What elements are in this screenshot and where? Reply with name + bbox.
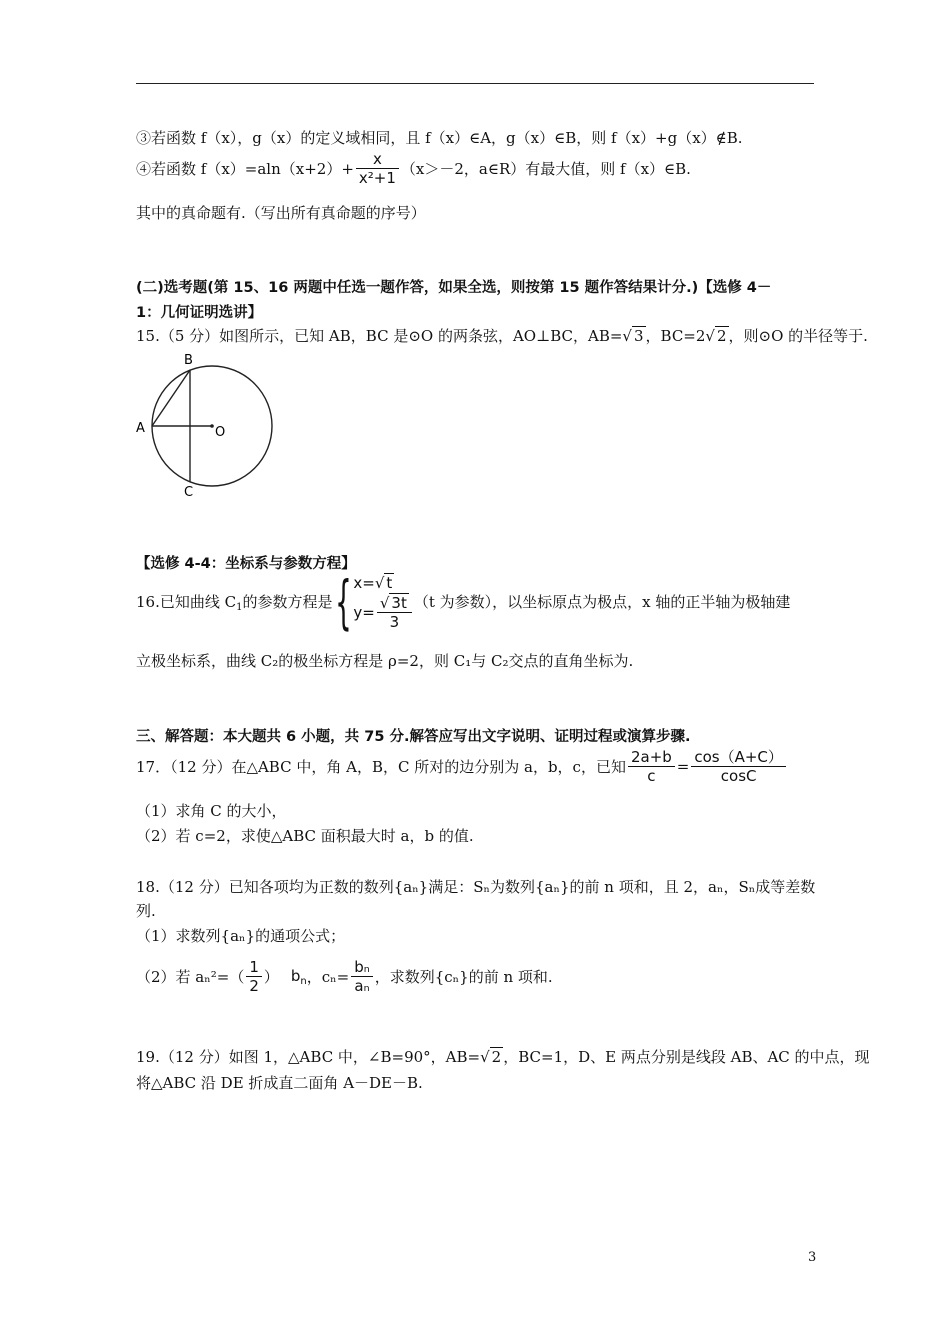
q18-part2-prefix: （2）若 aₙ²=（ xyxy=(136,968,245,986)
q16-system xyxy=(353,572,413,631)
q18-half-frac xyxy=(246,958,262,995)
center-point xyxy=(210,424,214,428)
circle-figure xyxy=(130,346,280,500)
q18-half-den: 2 xyxy=(249,977,259,995)
q17-f2-den: cosC xyxy=(720,767,757,785)
q18-half-num: 1 xyxy=(246,958,262,977)
item-4-suffix: （x＞－2，a∈R）有最大值，则 f（x）∈B. xyxy=(400,160,691,178)
q17-f2-num: cos（A+C） xyxy=(691,748,786,767)
q16-y-radicand: 3t xyxy=(391,594,407,612)
q19-prefix: 19.（12 分）如图 1，△ABC 中，∠B=90°，AB= xyxy=(136,1048,481,1066)
header-rule xyxy=(136,83,814,84)
q17-f1-den: c xyxy=(647,767,656,785)
item-4-frac-den: x²+1 xyxy=(358,169,396,187)
q16-intro xyxy=(136,593,333,611)
q16-after: 的参数方程是 xyxy=(242,592,333,611)
section-2-heading-line1: (二)选考题(第 15、16 两题中任选一题作答，如果全选，则按第 15 题作答结果计分.)【选修 4－ xyxy=(136,280,772,296)
question-tail: 其中的真命题有.（写出所有真命题的序号） xyxy=(136,204,426,222)
q15-sqrt-bc: √ 2 xyxy=(705,327,727,345)
q16-brace: { xyxy=(334,567,352,636)
q17-line1: 17．（12 分）在△ABC 中，角 A，B，C 所对的边分别为 a，b，c，已知 xyxy=(136,758,626,776)
label-b: B xyxy=(184,353,193,368)
question-15 xyxy=(136,325,868,346)
q17-part1: （1）求角 C 的大小， xyxy=(136,802,287,820)
section-2-heading-line2: 1：几何证明选讲】 xyxy=(136,305,263,321)
q15-suffix: ，则⊙O 的半径等于. xyxy=(728,327,868,345)
q16-y-frac: $\frac{√ 3t}{3}$ xyxy=(377,594,412,631)
question-16 xyxy=(136,567,791,636)
q18-part2-suffix: ，求数列{cₙ}的前 n 项和. xyxy=(374,968,553,986)
item-3: ③若函数 f（x），g（x）的定义域相同，且 f（x）∈A，g（x）∈B，则 f（x）+g（x）∉B. xyxy=(136,129,743,147)
q16-y-eq xyxy=(353,594,413,631)
q15-ab-radicand: 3 xyxy=(633,327,644,345)
q16-y-label: y= xyxy=(353,603,375,622)
label-a: A xyxy=(136,421,145,436)
q16-y-den: 3 xyxy=(389,613,400,631)
q16-c1-sub: 1 xyxy=(236,601,243,613)
q18-cn-num: bₙ xyxy=(351,958,373,977)
q18-cn-den: aₙ xyxy=(354,977,370,995)
question-17 xyxy=(136,748,788,785)
label-o: O xyxy=(215,425,226,440)
q18-part1: （1）求数列{aₙ}的通项公式； xyxy=(136,927,346,945)
q18-part2 xyxy=(136,958,553,995)
q17-f1-num: 2a+b xyxy=(628,748,675,767)
q16-prefix: 16.已知曲线 C xyxy=(136,592,237,611)
item-4-fraction xyxy=(356,150,399,187)
q19-line1 xyxy=(136,1046,870,1067)
q15-bc-radicand: 2 xyxy=(716,327,727,345)
page-number: 3 xyxy=(808,1250,817,1265)
q16-x-label: x= xyxy=(353,574,375,592)
q18-line1: 18.（12 分）已知各项均为正数的数列{aₙ}满足：Sₙ为数列{aₙ}的前 n 项和，且 2，aₙ，Sₙ成等差数 xyxy=(136,878,816,896)
q15-sqrt-ab: √ 3 xyxy=(622,327,644,345)
q16-x-radicand: t xyxy=(386,574,393,592)
label-c: C xyxy=(184,485,194,500)
q17-frac-left xyxy=(628,748,675,785)
q15-prefix: 15.（5 分）如图所示，已知 AB，BC 是⊙O 的两条弦，AO⊥BC，AB= xyxy=(136,327,623,345)
q16-suffix: （t 为参数），以坐标原点为极点，x 轴的正半轴为极轴建 xyxy=(413,593,791,611)
q19-line2: 将△ABC 沿 DE 折成直二面角 A－DE－B. xyxy=(136,1074,423,1092)
q17-part2: （2）若 c=2，求使△ABC 面积最大时 a，b 的值. xyxy=(136,827,474,845)
q19-suffix: ，BC=1，D、E 两点分别是线段 AB、AC 的中点，现 xyxy=(503,1048,870,1066)
q18-bn-letter: b xyxy=(290,966,301,985)
q18-part2-mid2: ，cₙ= xyxy=(306,968,350,986)
q19-sqrt: √ 2 xyxy=(480,1048,502,1066)
q18-bn-sub: n xyxy=(300,975,307,987)
item-4 xyxy=(136,150,691,187)
chord-ab xyxy=(152,370,190,426)
q19-radicand: 2 xyxy=(491,1048,502,1066)
elective-44-heading: 【选修 4-4：坐标系与参数方程】 xyxy=(136,556,356,572)
section-3-heading: 三、解答题：本大题共 6 小题，共 75 分.解答应写出文字说明、证明过程或演算步骤. xyxy=(136,729,691,745)
item-4-frac-num: x xyxy=(356,150,399,169)
q18-part2-mid1: ） xyxy=(263,968,279,986)
q18-cn-frac xyxy=(351,958,373,995)
q15-mid: ，BC=2 xyxy=(645,327,706,345)
q17-frac-right xyxy=(691,748,786,785)
item-4-prefix: ④若函数 f（x）=aln（x+2）+ xyxy=(136,160,354,178)
q16-line2: 立极坐标系，曲线 C₂的极坐标方程是 ρ=2，则 C₁与 C₂交点的直角坐标为. xyxy=(136,652,634,670)
q18-line2: 列. xyxy=(136,902,156,920)
q16-x-eq: x=√ t xyxy=(353,574,393,592)
q18-bn xyxy=(291,967,307,985)
q17-eq: = xyxy=(676,757,690,776)
